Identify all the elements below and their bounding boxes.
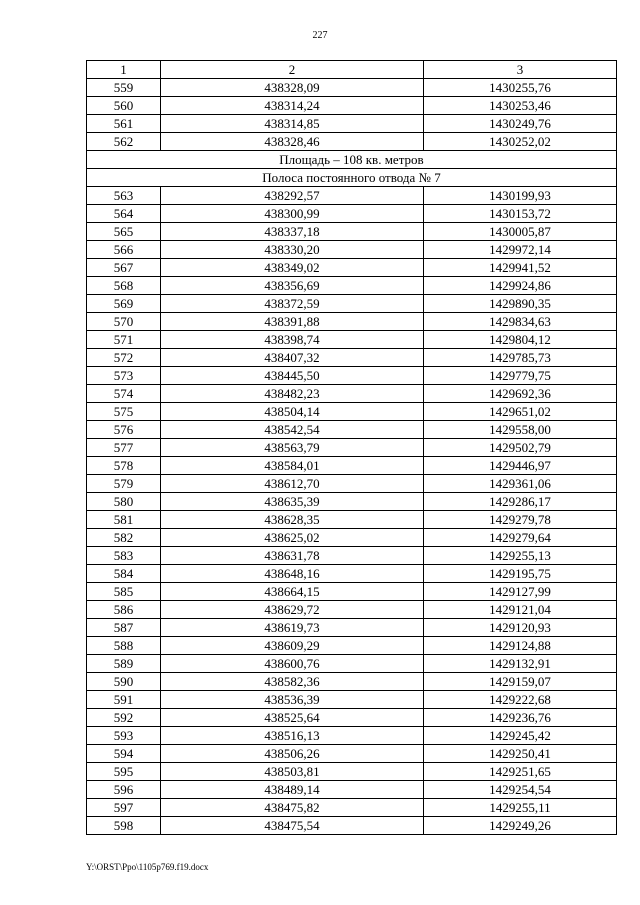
x-coordinate-cell: 438372,59 [161,295,424,313]
table-row [87,457,617,475]
point-number-cell: 567 [87,259,161,277]
y-coordinate-cell: 1429222,68 [424,691,617,709]
table-row [87,583,617,601]
area-caption: Площадь – 108 кв. метров [87,151,617,169]
y-coordinate-cell: 1430253,46 [424,97,617,115]
file-path-footer: Y:\ORST\Ppo\1105p769.f19.docx [86,862,209,872]
table-row [87,187,617,205]
point-number-cell: 560 [87,97,161,115]
point-number-cell: 569 [87,295,161,313]
y-coordinate-cell: 1429446,97 [424,457,617,475]
y-coordinate-cell: 1429804,12 [424,331,617,349]
point-number-cell: 596 [87,781,161,799]
y-coordinate-cell: 1430249,76 [424,115,617,133]
y-coordinate-cell: 1429651,02 [424,403,617,421]
table-row [87,673,617,691]
y-coordinate-cell: 1429124,88 [424,637,617,655]
point-number-cell: 577 [87,439,161,457]
point-number-cell: 595 [87,763,161,781]
y-coordinate-cell: 1429834,63 [424,313,617,331]
x-coordinate-cell: 438625,02 [161,529,424,547]
table-row [87,367,617,385]
x-coordinate-cell: 438584,01 [161,457,424,475]
y-coordinate-cell: 1429279,78 [424,511,617,529]
x-coordinate-cell: 438664,15 [161,583,424,601]
x-coordinate-cell: 438635,39 [161,493,424,511]
y-coordinate-cell: 1429890,35 [424,295,617,313]
table-row [87,115,617,133]
table-row [87,349,617,367]
point-number-cell: 575 [87,403,161,421]
x-coordinate-cell: 438628,35 [161,511,424,529]
table-header-row [87,61,617,79]
table-row [87,295,617,313]
table-row [87,727,617,745]
y-coordinate-cell: 1429924,86 [424,277,617,295]
table-row [87,385,617,403]
y-coordinate-cell: 1429692,36 [424,385,617,403]
point-number-cell: 562 [87,133,161,151]
x-coordinate-cell: 438445,50 [161,367,424,385]
x-coordinate-cell: 438391,88 [161,313,424,331]
point-number-cell: 576 [87,421,161,439]
point-number-cell: 593 [87,727,161,745]
x-coordinate-cell: 438482,23 [161,385,424,403]
point-number-cell: 578 [87,457,161,475]
x-coordinate-cell: 438475,82 [161,799,424,817]
x-coordinate-cell: 438398,74 [161,331,424,349]
x-coordinate-cell: 438648,16 [161,565,424,583]
point-number-cell: 592 [87,709,161,727]
page-number: 227 [312,30,328,41]
x-coordinate-cell: 438563,79 [161,439,424,457]
point-number-cell: 598 [87,817,161,835]
x-coordinate-cell: 438629,72 [161,601,424,619]
y-coordinate-cell: 1430153,72 [424,205,617,223]
point-number-cell: 594 [87,745,161,763]
point-number-cell: 591 [87,691,161,709]
point-number-cell: 583 [87,547,161,565]
table-row [87,439,617,457]
point-number-cell: 572 [87,349,161,367]
x-coordinate-cell: 438536,39 [161,691,424,709]
x-coordinate-cell: 438300,99 [161,205,424,223]
point-number-cell: 587 [87,619,161,637]
x-coordinate-cell: 438542,54 [161,421,424,439]
y-coordinate-cell: 1430005,87 [424,223,617,241]
y-coordinate-cell: 1429558,00 [424,421,617,439]
table-row [87,223,617,241]
table-row [87,421,617,439]
x-coordinate-cell: 438504,14 [161,403,424,421]
area-caption-row [87,151,617,169]
x-coordinate-cell: 438356,69 [161,277,424,295]
y-coordinate-cell: 1429127,99 [424,583,617,601]
point-number-cell: 585 [87,583,161,601]
table-row [87,691,617,709]
table-row [87,745,617,763]
y-coordinate-cell: 1429972,14 [424,241,617,259]
table-row [87,259,617,277]
y-coordinate-cell: 1429361,06 [424,475,617,493]
table-row [87,529,617,547]
x-coordinate-cell: 438600,76 [161,655,424,673]
header-cell-point: 1 [87,61,161,79]
table-row [87,511,617,529]
table-row [87,79,617,97]
point-number-cell: 561 [87,115,161,133]
x-coordinate-cell: 438503,81 [161,763,424,781]
point-number-cell: 570 [87,313,161,331]
point-number-cell: 574 [87,385,161,403]
point-number-cell: 559 [87,79,161,97]
header-cell-y: 3 [424,61,617,79]
table-row [87,709,617,727]
table-row [87,97,617,115]
y-coordinate-cell: 1429195,75 [424,565,617,583]
x-coordinate-cell: 438516,13 [161,727,424,745]
point-number-cell: 586 [87,601,161,619]
y-coordinate-cell: 1429779,75 [424,367,617,385]
point-number-cell: 584 [87,565,161,583]
table-row [87,547,617,565]
coordinates-table [86,60,617,835]
point-number-cell: 566 [87,241,161,259]
x-coordinate-cell: 438506,26 [161,745,424,763]
table-row [87,241,617,259]
y-coordinate-cell: 1429785,73 [424,349,617,367]
x-coordinate-cell: 438328,46 [161,133,424,151]
y-coordinate-cell: 1429286,17 [424,493,617,511]
section-caption: Полоса постоянного отвода № 7 [87,169,617,187]
point-number-cell: 563 [87,187,161,205]
table-row [87,475,617,493]
x-coordinate-cell: 438609,29 [161,637,424,655]
y-coordinate-cell: 1429132,91 [424,655,617,673]
y-coordinate-cell: 1429236,76 [424,709,617,727]
table-row [87,601,617,619]
x-coordinate-cell: 438619,73 [161,619,424,637]
x-coordinate-cell: 438475,54 [161,817,424,835]
x-coordinate-cell: 438330,20 [161,241,424,259]
point-number-cell: 589 [87,655,161,673]
x-coordinate-cell: 438314,24 [161,97,424,115]
table-row [87,133,617,151]
y-coordinate-cell: 1429159,07 [424,673,617,691]
point-number-cell: 571 [87,331,161,349]
table-row [87,637,617,655]
table-row [87,655,617,673]
point-number-cell: 590 [87,673,161,691]
point-number-cell: 580 [87,493,161,511]
point-number-cell: 573 [87,367,161,385]
y-coordinate-cell: 1429120,93 [424,619,617,637]
table-row [87,763,617,781]
x-coordinate-cell: 438349,02 [161,259,424,277]
table-row [87,205,617,223]
table-row [87,619,617,637]
y-coordinate-cell: 1429941,52 [424,259,617,277]
table-row [87,277,617,295]
point-number-cell: 565 [87,223,161,241]
y-coordinate-cell: 1430252,02 [424,133,617,151]
y-coordinate-cell: 1429255,11 [424,799,617,817]
table-row [87,493,617,511]
table-row [87,331,617,349]
y-coordinate-cell: 1429254,54 [424,781,617,799]
y-coordinate-cell: 1429245,42 [424,727,617,745]
table-row [87,403,617,421]
point-number-cell: 582 [87,529,161,547]
table-row [87,781,617,799]
coordinates-table-container [86,60,616,835]
y-coordinate-cell: 1430199,93 [424,187,617,205]
x-coordinate-cell: 438292,57 [161,187,424,205]
x-coordinate-cell: 438407,32 [161,349,424,367]
table-row [87,817,617,835]
section-caption-row [87,169,617,187]
y-coordinate-cell: 1429250,41 [424,745,617,763]
x-coordinate-cell: 438314,85 [161,115,424,133]
table-row [87,565,617,583]
x-coordinate-cell: 438582,36 [161,673,424,691]
y-coordinate-cell: 1429502,79 [424,439,617,457]
y-coordinate-cell: 1429251,65 [424,763,617,781]
point-number-cell: 579 [87,475,161,493]
point-number-cell: 588 [87,637,161,655]
y-coordinate-cell: 1429279,64 [424,529,617,547]
point-number-cell: 568 [87,277,161,295]
x-coordinate-cell: 438328,09 [161,79,424,97]
x-coordinate-cell: 438337,18 [161,223,424,241]
header-cell-x: 2 [161,61,424,79]
x-coordinate-cell: 438525,64 [161,709,424,727]
x-coordinate-cell: 438631,78 [161,547,424,565]
table-row [87,799,617,817]
x-coordinate-cell: 438612,70 [161,475,424,493]
y-coordinate-cell: 1430255,76 [424,79,617,97]
point-number-cell: 581 [87,511,161,529]
x-coordinate-cell: 438489,14 [161,781,424,799]
point-number-cell: 597 [87,799,161,817]
y-coordinate-cell: 1429121,04 [424,601,617,619]
table-row [87,313,617,331]
y-coordinate-cell: 1429249,26 [424,817,617,835]
y-coordinate-cell: 1429255,13 [424,547,617,565]
point-number-cell: 564 [87,205,161,223]
